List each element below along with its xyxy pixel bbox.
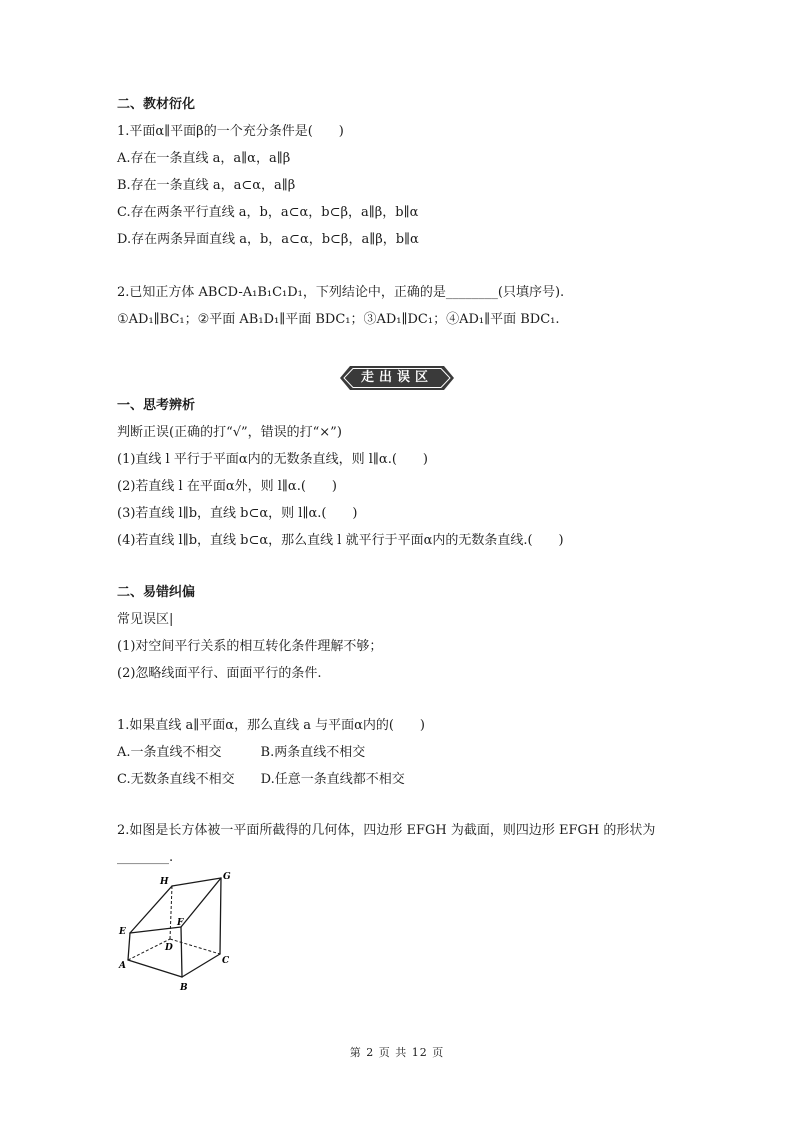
section-heading-textbook: 二、教材衍化: [117, 97, 196, 112]
common-errors-label: 常见误区|: [117, 612, 174, 627]
vertex-label-e: E: [119, 927, 126, 937]
vertex-label-c: C: [222, 956, 230, 966]
question-1-stem: 1.平面α∥平面β的一个充分条件是( ): [117, 124, 344, 139]
section-heading-errors: 二、易错纠偏: [117, 585, 196, 600]
judgement-intro: 判断正误(正确的打“√”，错误的打“×”): [117, 425, 342, 440]
question-1-option-c: C.存在两条平行直线 a，b，a⊂α，b⊂β，a∥β，b∥α: [117, 205, 419, 220]
question-1-option-b: B.存在一条直线 a，a⊂α，a∥β: [117, 178, 296, 193]
question-1-option-d: D.存在两条异面直线 a，b，a⊂α，b⊂β，a∥β，b∥α: [117, 232, 419, 247]
question-2-stem: 2.已知正方体 ABCD-A₁B₁C₁D₁，下列结论中，正确的是________(只填序号).: [117, 285, 565, 300]
answer-blank: ________.: [117, 850, 174, 865]
banner-title: 走出误区: [360, 370, 433, 385]
vertex-label-b: B: [180, 983, 188, 993]
cut-cuboid-diagram: [115, 866, 245, 996]
page-footer: 第 2 页 共 12 页: [349, 1046, 445, 1059]
error-question-1-options-cd: C.无数条直线不相交 D.任意一条直线都不相交: [117, 772, 405, 787]
question-2-choices: ①AD₁∥BC₁；②平面 AB₁D₁∥平面 BDC₁；③AD₁∥DC₁；④AD₁∥平面 BDC₁.: [117, 312, 560, 327]
vertex-label-g: G: [223, 872, 231, 882]
error-question-1-options-ab: A.一条直线不相交 B.两条直线不相交: [117, 745, 366, 760]
error-question-1-stem: 1.如果直线 a∥平面α，那么直线 a 与平面α内的( ): [117, 718, 426, 733]
vertex-label-f: F: [177, 918, 184, 928]
common-error-2: (2)忽略线面平行、面面平行的条件.: [117, 666, 322, 681]
common-error-1: (1)对空间平行关系的相互转化条件理解不够；: [117, 639, 383, 654]
judgement-item-3: (3)若直线 l∥b，直线 b⊂α，则 l∥α.( ): [117, 506, 358, 521]
geometry-figure: [115, 866, 245, 996]
judgement-item-4: (4)若直线 l∥b，直线 b⊂α，那么直线 l 就平行于平面α内的无数条直线.( ): [117, 533, 564, 548]
vertex-label-d: D: [165, 943, 173, 953]
judgement-item-1: (1)直线 l 平行于平面α内的无数条直线，则 l∥α.( ): [117, 452, 428, 467]
error-question-2-stem: 2.如图是长方体被一平面所截得的几何体，四边形 EFGH 为截面，则四边形 EFGH 的形状为: [117, 823, 656, 838]
question-1-option-a: A.存在一条直线 a，a∥α，a∥β: [117, 151, 291, 166]
vertex-label-h: H: [160, 877, 169, 887]
judgement-item-2: (2)若直线 l 在平面α外，则 l∥α.( ): [117, 479, 337, 494]
vertex-label-a: A: [119, 961, 126, 971]
section-heading-reflection: 一、思考辨析: [117, 398, 196, 413]
section-banner: [340, 366, 454, 390]
